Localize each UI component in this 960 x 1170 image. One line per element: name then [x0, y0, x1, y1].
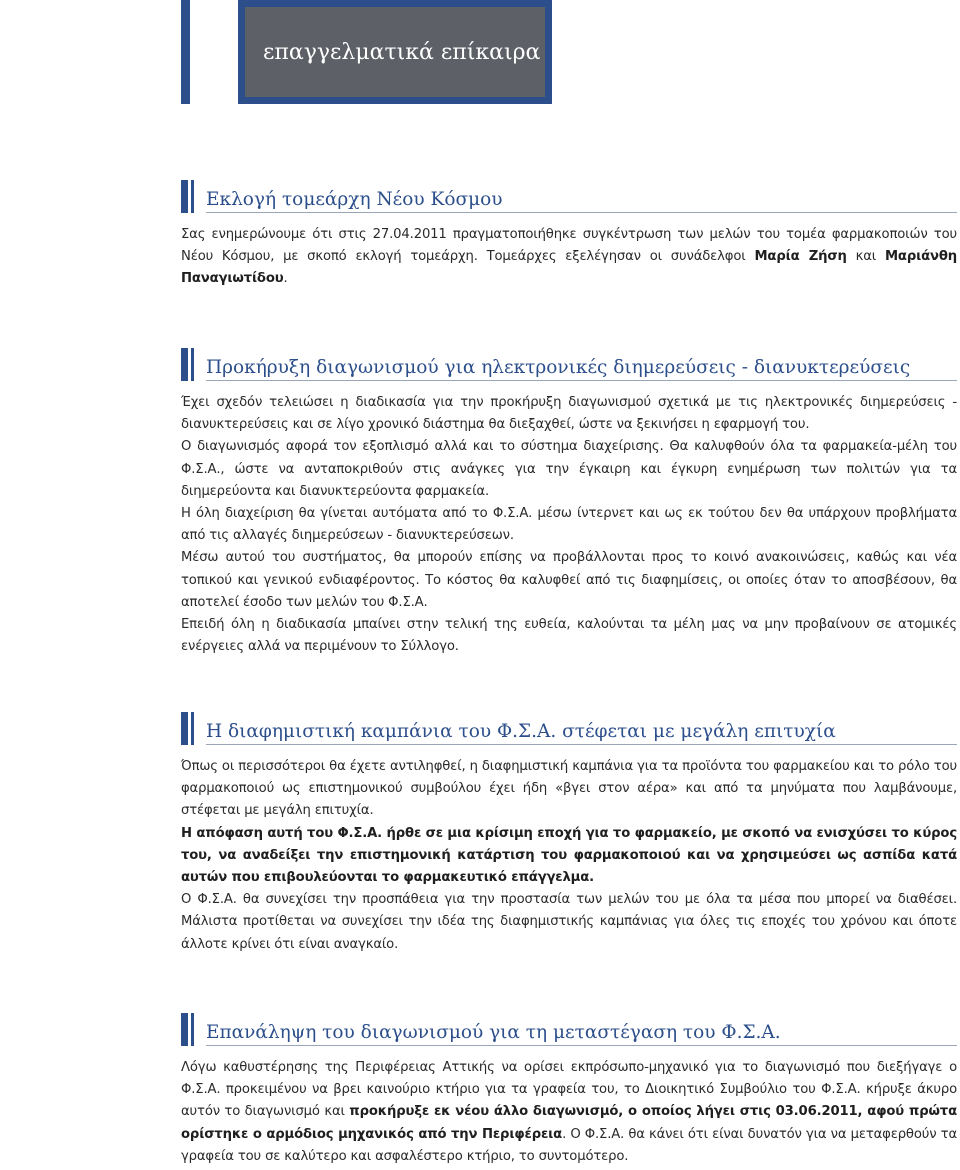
- bold-text: Η απόφαση αυτή του Φ.Σ.Α. ήρθε σε μια κρίσιμη εποχή για το φαρμακείο, με σκοπό να ενισχύσει το κύρος του, να αναδείξει την επιστημονική κατάρτιση του φαρμακοποιού και να χρησιμεύσει ως ασπίδα κατά αυτών που επιβουλεύονται το φαρμακευτικό επάγγελμα.: [181, 825, 957, 886]
- text-run: Έχει σχεδόν τελειώσει η διαδικασία για την προκήρυξη διαγωνισμού σχετικά με τις ηλεκτρονικές διημερεύσεις - διανυκτερεύσεις και σε λίγο χρονικό διάστημα θα διεξαχθεί, ώστε να ξεκινήσει η εφαρμογή του.: [181, 395, 957, 433]
- paragraph: [181, 614, 957, 658]
- bold-text: Μαριάνθη Παναγιωτίδου: [181, 249, 957, 287]
- heading-bar-thin: [191, 180, 194, 213]
- section-tender-duty: [181, 348, 957, 658]
- paragraph: [181, 756, 957, 823]
- header-box: [238, 0, 552, 104]
- section-election: [181, 180, 957, 291]
- heading-bar-thin: [191, 348, 194, 381]
- text-run: Όπως οι περισσότεροι θα έχετε αντιληφθεί, η διαφημιστική καμπάνια για τα προϊόντα του φαρμακείου και το ρόλο του φαρμακοποιού ως επιστημονικού συμβούλου έχει ήδη «βγει στον αέρα» και από τα μηνύματα που λαμβάνουμε, στέφεται με μεγάλη επιτυχία.: [181, 759, 957, 819]
- heading-bar: [181, 712, 188, 745]
- section-relocation: [181, 1013, 957, 1168]
- bold-text: προκήρυξε εκ νέου άλλο διαγωνισμό, ο οποίος λήγει στις 03.06.2011, αφού πρώτα ορίστηκε ο αρμόδιος μηχανικός από την Περιφέρεια: [181, 1104, 957, 1142]
- heading-bar: [181, 1013, 188, 1046]
- text-run: Η όλη διαχείριση θα γίνεται αυτόματα από το Φ.Σ.Α. μέσω ίντερνετ και ως εκ τούτου δεν θα υπάρχουν προβλήματα από τις αλλαγές διημερεύσεων - διανυκτερεύσεων.: [181, 506, 957, 544]
- section-heading: [181, 712, 957, 745]
- text-run: Ο Φ.Σ.Α. θα συνεχίσει την προσπάθεια για την προστασία των μελών του με όλα τα μέσα που μπορεί να διαθέσει. Μάλιστα προτίθεται να συνεχίσει την ιδέα της διαφημιστικής καμπάνιας για όλες τις εποχές του χρόνου και όποτε άλλοτε κρίνει ότι είναι αναγκαίο.: [181, 892, 957, 952]
- paragraph: [181, 823, 957, 890]
- text-run: Μέσω αυτού του συστήματος, θα μπορούν επίσης να προβάλλονται προς το κοινό ανακοινώσεις, καθώς και νέα τοπικού και γενικού ενδιαφέροντος. Το κόστος θα καλυφθεί από τις διαφημίσεις, οι οποίες όταν το αποσβέσουν, θα αποτελεί έσοδο των μελών του Φ.Σ.Α.: [181, 550, 957, 610]
- paragraph: [181, 1057, 957, 1168]
- paragraph: [181, 224, 957, 291]
- section-body: [181, 224, 957, 291]
- bold-text: Μαρία Ζήση: [754, 249, 847, 265]
- paragraph: [181, 547, 957, 614]
- heading-bar: [181, 180, 188, 213]
- section-body: [181, 1057, 957, 1168]
- text-run: Ο διαγωνισμός αφορά τον εξοπλισμό αλλά και το σύστημα διαχείρισης. Θα καλυφθούν όλα τα φαρμακεία-μέλη του Φ.Σ.Α., ώστε να ανταποκριθούν στις ανάγκες για την έγκαιρη και έγκυρη ενημέρωση των πολιτών για τα διημερεύοντα και διανυκτερεύοντα φαρμακεία.: [181, 439, 957, 499]
- section-heading: [181, 1013, 957, 1046]
- section-heading: [181, 180, 957, 213]
- text-run: Επειδή όλη η διαδικασία μπαίνει στην τελική της ευθεία, καλούνται τα μέλη μας να μην προβαίνουν σε ατομικές ενέργειες αλλά να περιμένουν το Σύλλογο.: [181, 617, 957, 655]
- paragraph: [181, 889, 957, 956]
- section-campaign: [181, 712, 957, 956]
- section-body: [181, 392, 957, 658]
- paragraph: [181, 436, 957, 503]
- paragraph: [181, 392, 957, 436]
- heading-bar-thin: [191, 712, 194, 745]
- section-title: Εκλογή τομεάρχη Νέου Κόσμου: [206, 188, 957, 213]
- text-run: και: [846, 249, 885, 265]
- section-heading: [181, 348, 957, 381]
- heading-bar-thin: [191, 1013, 194, 1046]
- header-accent-bar: [181, 0, 190, 104]
- section-body: [181, 756, 957, 956]
- text-run: .: [283, 271, 288, 287]
- page-header: [181, 0, 552, 104]
- heading-bar: [181, 348, 188, 381]
- section-title: Προκήρυξη διαγωνισμού για ηλεκτρονικές διημερεύσεις - διανυκτερεύσεις: [206, 356, 957, 381]
- section-title: Η διαφημιστική καμπάνια του Φ.Σ.Α. στέφεται με μεγάλη επιτυχία: [206, 720, 957, 745]
- text-run: Σας ενημερώνουμε ότι στις 27.04.2011 πραγματοποιήθηκε συγκέντρωση των μελών του τομέα φαρμακοποιών του Νέου Κόσμου, με σκοπό εκλογή τομεάρχη. Τομεάρχες εξελέγησαν οι συνάδελφοι: [181, 227, 957, 265]
- section-title: Επανάληψη του διαγωνισμού για τη μεταστέγαση του Φ.Σ.Α.: [206, 1021, 957, 1046]
- text-run: . Ο Φ.Σ.Α. θα κάνει ότι είναι δυνατόν για να μεταφερθούν τα γραφεία του σε καλύτερο και ασφαλέστερο κτήριο, το συντομότερο.: [181, 1126, 957, 1164]
- text-run: Λόγω καθυστέρησης της Περιφέρειας Αττικής να ορίσει εκπρόσωπο-μηχανικό για το διαγωνισμό που διεξήγαγε ο Φ.Σ.Α. προκειμένου να βρει καινούριο κτήριο για τα γραφεία του, το Διοικητικό Συμβούλιο του Φ.Σ.Α. κήρυξε άκυρο αυτόν το διαγωνισμό και: [181, 1060, 957, 1120]
- header-title: επαγγελματικά επίκαιρα: [245, 7, 545, 97]
- paragraph: [181, 503, 957, 547]
